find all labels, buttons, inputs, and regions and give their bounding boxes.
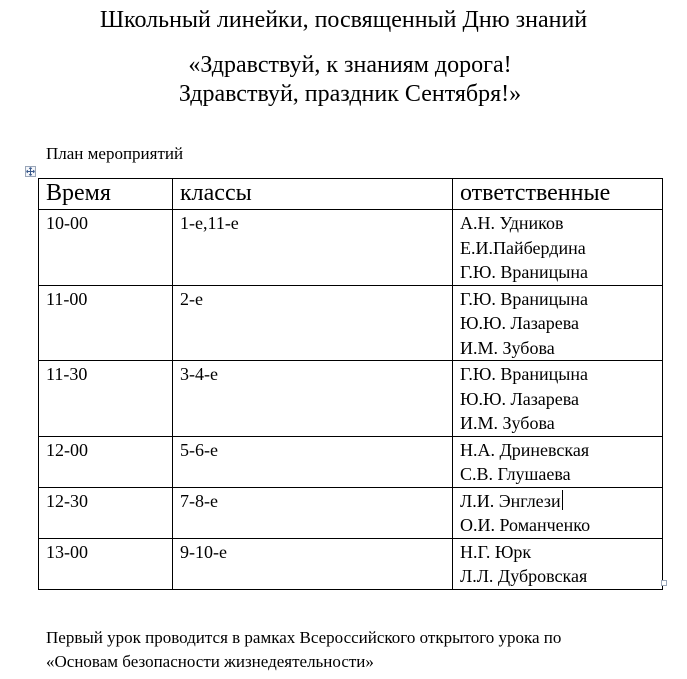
motto-line: «Здравствуй, к знаниям дорога! — [188, 52, 512, 78]
time-cell[interactable]: 10-00 — [39, 210, 173, 286]
responsible-cell[interactable] — [453, 436, 663, 487]
header-time[interactable]: Время — [39, 179, 173, 210]
classes-cell[interactable]: 9-10-е — [173, 538, 453, 589]
table-row — [39, 436, 663, 487]
motto — [0, 51, 687, 109]
responsible-name: Н.Г. Юрк — [460, 541, 532, 562]
table-row — [39, 538, 663, 589]
plan-label: План мероприятий — [46, 144, 184, 163]
responsible-name: И.М. Зубова — [460, 337, 555, 358]
responsible-name: Н.А. Дриневская — [460, 439, 590, 460]
responsible-name: Ю.Ю. Лазарева — [460, 313, 580, 333]
page-title: Школьный линейки, посвященный Дню знаний — [99, 7, 588, 33]
schedule-table[interactable] — [38, 178, 663, 590]
responsible-name: Л.Л. Дубровская — [460, 566, 588, 586]
classes-cell[interactable]: 1-е,11-е — [173, 210, 453, 286]
classes-cell[interactable]: 3-4-е — [173, 361, 453, 437]
table-row — [39, 361, 663, 437]
responsible-name: Г.Ю. Враницына — [460, 288, 588, 309]
table-row — [39, 285, 663, 361]
responsible-cell[interactable] — [453, 538, 663, 589]
responsible-name: Ю.Ю. Лазарева — [460, 388, 580, 409]
text-cursor — [562, 490, 563, 510]
table-row — [39, 487, 663, 538]
responsible-name: О.И. Романченко — [460, 515, 591, 535]
classes-cell[interactable]: 5-6-е — [173, 436, 453, 487]
time-cell[interactable]: 12-00 — [39, 436, 173, 487]
responsible-cell[interactable] — [453, 210, 663, 286]
responsible-name: А.Н. Удников — [460, 213, 564, 233]
responsible-cell[interactable] — [453, 487, 663, 538]
table-move-handle-icon[interactable] — [25, 166, 36, 177]
responsible-name: Г.Ю. Враницына — [460, 364, 588, 384]
responsible-name: И.М. Зубова — [460, 413, 555, 433]
time-cell[interactable]: 12-30 — [39, 487, 173, 538]
time-cell[interactable]: 13-00 — [39, 538, 173, 589]
responsible-cell[interactable] — [453, 285, 663, 361]
responsible-name-with-caret — [460, 489, 655, 514]
table-resize-handle[interactable] — [661, 580, 667, 586]
responsible-cell[interactable] — [453, 361, 663, 437]
footer-line: «Основам безопасности жизнедеятельности» — [46, 652, 374, 671]
classes-cell[interactable]: 2-е — [173, 285, 453, 361]
footer-line: Первый урок проводится в рамках Всероссийского открытого урока по — [46, 628, 562, 647]
responsible-name: Е.И.Пайбердина — [460, 237, 586, 258]
header-responsible[interactable]: ответственные — [453, 179, 663, 210]
footer-note — [46, 626, 666, 674]
classes-cell[interactable]: 7-8-е — [173, 487, 453, 538]
time-cell[interactable]: 11-00 — [39, 285, 173, 361]
table-row — [39, 210, 663, 286]
header-classes[interactable]: классы — [173, 179, 453, 210]
time-cell[interactable]: 11-30 — [39, 361, 173, 437]
responsible-name: Г.Ю. Враницына — [460, 262, 588, 282]
responsible-name: Л.И. Энглези — [460, 490, 561, 511]
motto-line: Здравствуй, праздник Сентября!» — [178, 81, 522, 107]
table-header-row — [39, 179, 663, 210]
responsible-name: С.В. Глушаева — [460, 464, 571, 484]
